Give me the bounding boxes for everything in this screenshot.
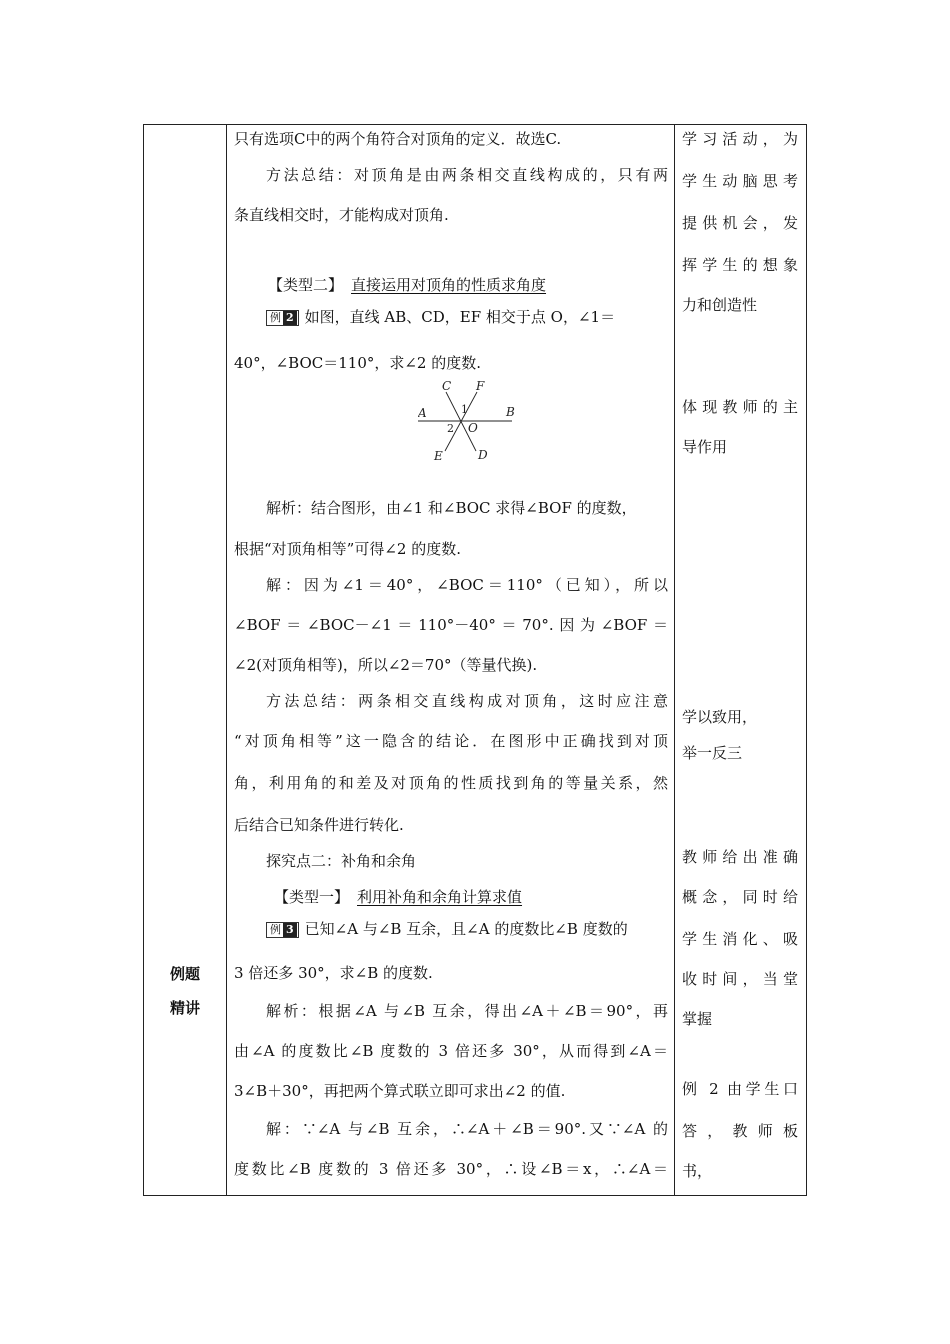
section-heading: 探究点二：补角和余角 <box>266 852 417 870</box>
example-3-text: 已知∠A 与∠B 互余，且∠A 的度数比∠B 度数的 <box>304 920 628 938</box>
side-note-line: 体现教师的主 <box>682 398 798 416</box>
text-line: 解析：结合图形，由∠1 和∠BOC 求得∠BOF 的度数， <box>266 499 637 517</box>
text-line: 度数比∠B 度数的 3 倍还多 30°，∴设∠B＝x，∴∠A＝ <box>234 1160 668 1178</box>
label-F: F <box>476 381 485 393</box>
side-note-line: 教师给出准确 <box>682 848 798 866</box>
lesson-table <box>143 124 807 1196</box>
text-line: “对顶角相等”这一隐含的结论．在图形中正确找到对顶 <box>234 732 668 750</box>
label-A: A <box>418 406 427 420</box>
type1-title: 利用补角和余角计算求值 <box>357 888 523 906</box>
side-note-line: 学生消化、吸 <box>682 930 798 948</box>
side-note-line: 掌握 <box>682 1010 713 1028</box>
intersecting-lines-figure <box>418 381 528 471</box>
label-C: C <box>442 381 452 393</box>
text-line: 条直线相交时，才能构成对顶角. <box>234 206 449 224</box>
row-label-line-1: 例题 <box>169 965 200 983</box>
type2-heading <box>268 275 702 295</box>
text-line: 3 倍还多 30°，求∠B 的度数. <box>234 964 433 982</box>
example-3-line <box>234 919 668 939</box>
side-note-line: 答，教师板 <box>682 1122 798 1140</box>
text-line: 由∠A 的度数比∠B 度数的 3 倍还多 30°，从而得到∠A＝ <box>234 1042 668 1060</box>
side-note-line: 提供机会，发 <box>682 214 798 232</box>
text-line: ∠2(对顶角相等)，所以∠2＝70°（等量代换). <box>234 656 538 674</box>
example-2-text: 如图，直线 AB、CD，EF 相交于点 O，∠1＝ <box>304 308 616 326</box>
side-note-line: 书， <box>682 1162 713 1180</box>
label-O: O <box>468 421 478 435</box>
side-note-line: 导作用 <box>682 438 728 456</box>
example-2-line <box>234 307 668 327</box>
text-line: 3∠B＋30°，再把两个算式联立即可求出∠2 的值. <box>234 1082 566 1100</box>
side-note-line: 挥学生的想象 <box>682 256 798 274</box>
type2-title: 直接运用对顶角的性质求角度 <box>351 276 547 294</box>
type2-tag: 【类型二】 <box>268 276 344 294</box>
text-line: 根据“对顶角相等”可得∠2 的度数. <box>234 540 461 558</box>
side-note-line: 收时间，当堂 <box>682 970 798 988</box>
label-B: B <box>506 405 515 419</box>
text-line: ∠BOF＝∠BOC－∠1＝110°－40°＝70°.因为∠BOF＝ <box>234 616 668 634</box>
side-note-line: 学生动脑思考 <box>682 172 798 190</box>
side-note-line: 例 2 由学生口 <box>682 1080 798 1098</box>
text-line: 40°，∠BOC＝110°，求∠2 的度数. <box>234 354 482 372</box>
text-line: 后结合已知条件进行转化. <box>234 816 404 834</box>
example-2-badge: 例 2 <box>266 310 299 326</box>
row-label <box>144 957 226 1025</box>
text-line: 只有选项C中的两个角符合对顶角的定义．故选C. <box>234 130 562 148</box>
row-label-line-2: 精讲 <box>169 999 200 1017</box>
text-line: 角，利用角的和差及对顶角的性质找到角的等量关系，然 <box>234 774 668 792</box>
side-note-line: 概念，同时给 <box>682 888 798 906</box>
example-3-badge: 例 3 <box>266 922 299 938</box>
side-note-line: 举一反三 <box>682 744 743 762</box>
text-line: 方法总结：对顶角是由两条相交直线构成的，只有两 <box>266 166 668 184</box>
text-line: 解：∵∠A 与∠B 互余，∴∠A＋∠B＝90°.又∵∠A 的 <box>266 1120 668 1138</box>
text-line: 解析：根据∠A 与∠B 互余，得出∠A＋∠B＝90°，再 <box>266 1002 668 1020</box>
label-angle-1: 1 <box>461 403 468 416</box>
type1-tag: 【类型一】 <box>274 888 350 906</box>
side-note-line: 学习活动，为 <box>682 130 798 148</box>
side-note-line: 力和创造性 <box>682 296 758 314</box>
column-divider-left <box>226 125 227 1195</box>
text-line: 方法总结：两条相交直线构成对顶角，这时应注意 <box>266 692 668 710</box>
type1-heading <box>274 887 708 907</box>
label-E: E <box>434 449 443 463</box>
text-line: 解：因为∠1＝40°，∠BOC＝110°（已知），所以 <box>266 576 668 594</box>
label-angle-2: 2 <box>447 422 454 435</box>
side-note-line: 学以致用， <box>682 708 758 726</box>
label-D: D <box>478 448 488 462</box>
